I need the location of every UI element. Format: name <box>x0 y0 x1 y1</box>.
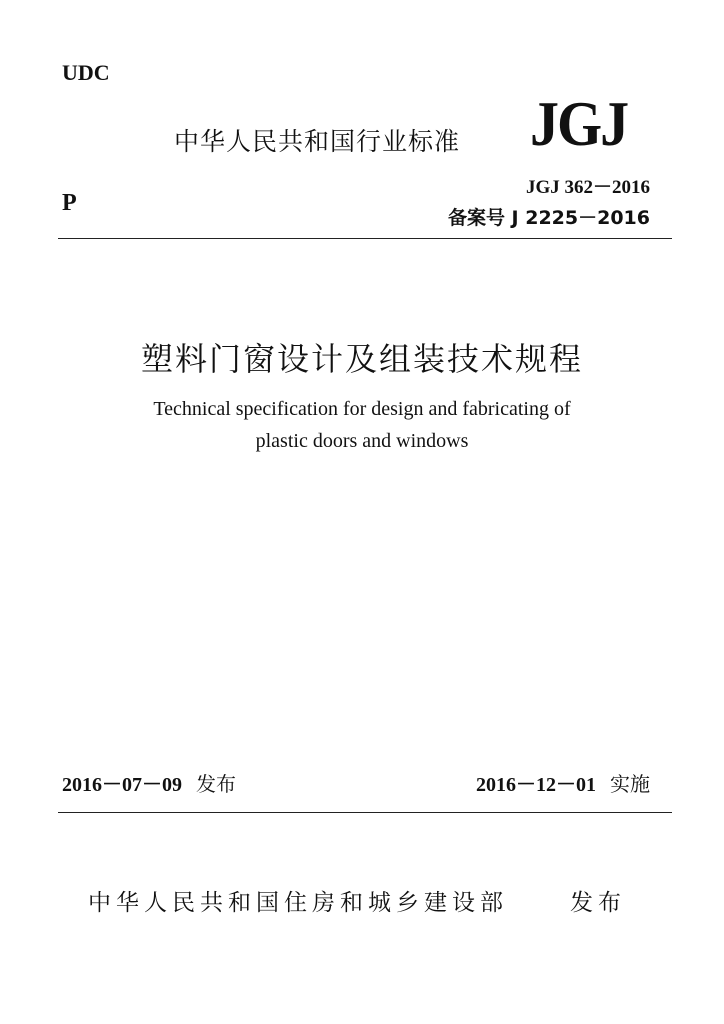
implementation-date-block <box>476 768 650 797</box>
standard-type-title: 中华人民共和国行业标准 <box>174 127 461 156</box>
issue-date-block <box>62 768 236 797</box>
udc-label: UDC <box>62 60 110 85</box>
jgj-logo: JGJ <box>530 87 628 160</box>
bottom-divider <box>58 812 672 813</box>
category-code: P <box>62 190 77 216</box>
issue-date: 2016－07－09 <box>62 774 182 796</box>
publisher-action: 发布 <box>570 890 626 916</box>
record-number: 备案号 J 2225－2016 <box>447 207 650 229</box>
publisher-name: 中华人民共和国住房和城乡建设部 <box>88 890 508 916</box>
top-divider <box>58 238 672 239</box>
standard-code: JGJ 362－2016 <box>525 177 650 198</box>
title-en-line-1: Technical specification for design and fabricating of <box>153 398 571 420</box>
implementation-date: 2016－12－01 <box>476 774 596 796</box>
document-title-cn: 塑料门窗设计及组装技术规程 <box>140 340 583 378</box>
issue-label: 发布 <box>196 772 236 796</box>
document-title-en <box>0 393 724 457</box>
implementation-label: 实施 <box>610 772 650 796</box>
title-en-line-2: plastic doors and windows <box>255 430 469 452</box>
